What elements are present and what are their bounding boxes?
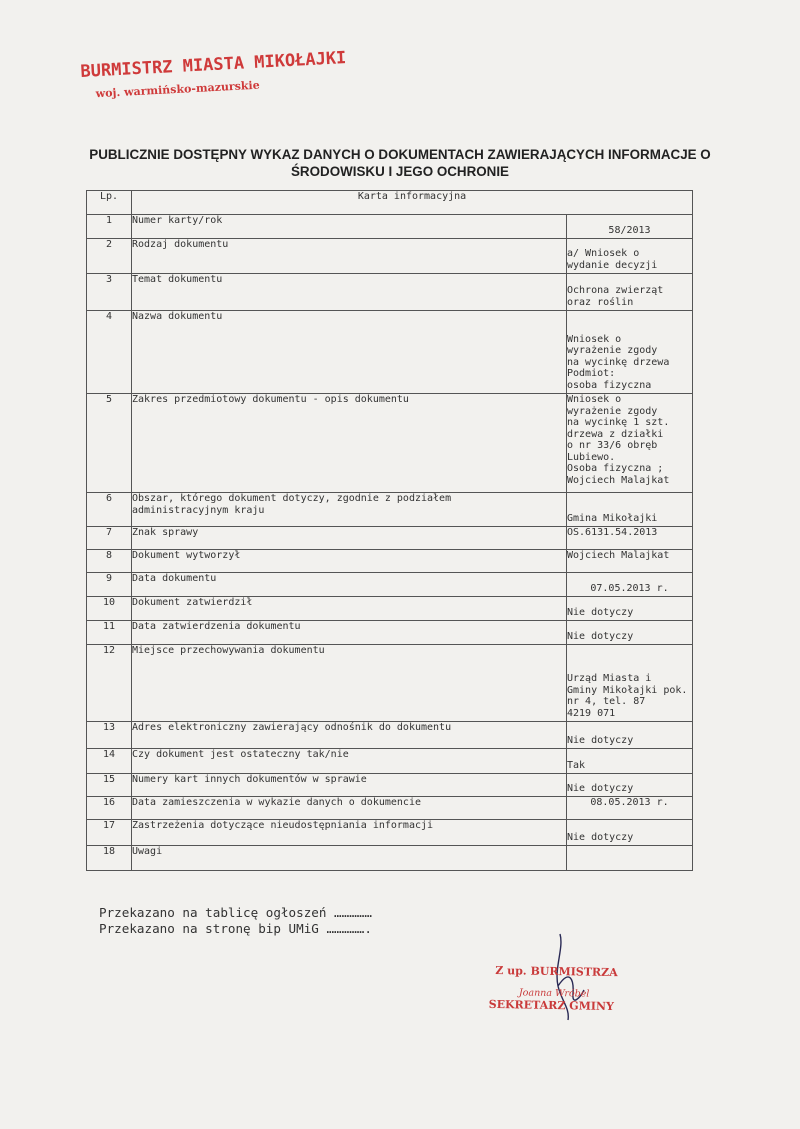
stamp-voivodeship: woj. warmińsko-mazurskie <box>95 78 260 101</box>
heading-line-2: ŚRODOWISKU I JEGO OCHRONIE <box>291 164 509 179</box>
row-number: 15 <box>87 774 132 797</box>
row-label: Data zamieszczenia w wykazie danych o dokumencie <box>132 797 567 820</box>
table-row <box>87 621 693 645</box>
row-label: Miejsce przechowywania dokumentu <box>132 645 567 722</box>
row-number: 7 <box>87 527 132 550</box>
document-heading <box>70 146 730 180</box>
table-row <box>87 820 693 846</box>
footer-notice-board: Przekazano na tablicę ogłoszeń …………… <box>99 905 372 920</box>
table-row <box>87 797 693 820</box>
table-row <box>87 527 693 550</box>
table-row <box>87 311 693 394</box>
row-label: Adres elektroniczny zawierający odnośnik do dokumentu <box>132 722 567 749</box>
row-label: Dokument wytworzył <box>132 550 567 573</box>
row-value: Nie dotyczy <box>567 722 693 749</box>
table-row <box>87 215 693 239</box>
row-value: a/ Wniosek o wydanie decyzji <box>567 239 693 274</box>
row-label: Obszar, którego dokument dotyczy, zgodnie z podziałem administracyjnym kraju <box>132 493 567 527</box>
row-value: Wojciech Malajkat <box>567 550 693 573</box>
row-number: 17 <box>87 820 132 846</box>
row-number: 3 <box>87 274 132 311</box>
table-row <box>87 394 693 493</box>
row-number: 18 <box>87 846 132 871</box>
row-label: Numery kart innych dokumentów w sprawie <box>132 774 567 797</box>
row-label: Numer karty/rok <box>132 215 567 239</box>
row-label: Zastrzeżenia dotyczące nieudostępniania informacji <box>132 820 567 846</box>
row-label: Zakres przedmiotowy dokumentu - opis dokumentu <box>132 394 567 493</box>
row-label: Nazwa dokumentu <box>132 311 567 394</box>
table-header-row <box>87 191 693 215</box>
footer-bip-page: Przekazano na stronę bip UMiG ……………. <box>99 921 372 936</box>
stamp-mayor-title: BURMISTRZ MIASTA MIKOŁAJKI <box>80 48 347 82</box>
row-number: 6 <box>87 493 132 527</box>
table-row <box>87 846 693 871</box>
row-number: 4 <box>87 311 132 394</box>
table-row <box>87 597 693 621</box>
table-row <box>87 550 693 573</box>
row-value: Nie dotyczy <box>567 774 693 797</box>
table-row <box>87 749 693 774</box>
row-value: Ochrona zwierząt oraz roślin <box>567 274 693 311</box>
official-stamp-top <box>80 48 348 101</box>
row-label: Data zatwierdzenia dokumentu <box>132 621 567 645</box>
row-label: Uwagi <box>132 846 567 871</box>
information-card-table <box>86 190 693 871</box>
official-stamp-bottom <box>489 964 618 1013</box>
row-number: 12 <box>87 645 132 722</box>
row-number: 2 <box>87 239 132 274</box>
row-value: Nie dotyczy <box>567 621 693 645</box>
row-number: 10 <box>87 597 132 621</box>
row-value: Gmina Mikołajki <box>567 493 693 527</box>
stamp-on-behalf: Z up. BURMISTRZA <box>495 963 618 980</box>
row-label: Czy dokument jest ostateczny tak/nie <box>132 749 567 774</box>
row-label: Dokument zatwierdził <box>132 597 567 621</box>
row-label: Temat dokumentu <box>132 274 567 311</box>
table-row <box>87 239 693 274</box>
table-row <box>87 274 693 311</box>
row-value: Urząd Miasta i Gminy Mikołajki pok. nr 4, tel. 87 4219 071 <box>567 645 693 722</box>
row-number: 11 <box>87 621 132 645</box>
stamp-signer-role: SEKRETARZ GMINY <box>488 997 614 1014</box>
row-value: 58/2013 <box>567 215 693 239</box>
row-number: 5 <box>87 394 132 493</box>
row-number: 13 <box>87 722 132 749</box>
row-value: OŚ.6131.54.2013 <box>567 527 693 550</box>
row-label: Rodzaj dokumentu <box>132 239 567 274</box>
row-label: Data dokumentu <box>132 573 567 597</box>
row-value: Nie dotyczy <box>567 820 693 846</box>
row-value <box>567 846 693 871</box>
row-number: 8 <box>87 550 132 573</box>
row-value: Tak <box>567 749 693 774</box>
row-value: Wniosek o wyrażenie zgody na wycinkę 1 szt. drzewa z działki o nr 33/6 obręb Lubiewo. Osoba fizyczna ; Wojciech Malajkat <box>567 394 693 493</box>
header-title: Karta informacyjna <box>132 191 693 215</box>
row-value: Wniosek o wyrażenie zgody na wycinkę drzewa Podmiot: osoba fizyczna <box>567 311 693 394</box>
row-value: 08.05.2013 r. <box>567 797 693 820</box>
row-number: 9 <box>87 573 132 597</box>
row-value: 07.05.2013 r. <box>567 573 693 597</box>
table-row <box>87 722 693 749</box>
stamp-signer-name: Joanna Wróbel <box>518 987 590 1000</box>
footer-notes <box>99 905 372 937</box>
row-number: 16 <box>87 797 132 820</box>
row-value: Nie dotyczy <box>567 597 693 621</box>
header-lp: Lp. <box>87 191 132 215</box>
heading-line-1: PUBLICZNIE DOSTĘPNY WYKAZ DANYCH O DOKUMENTACH ZAWIERAJĄCYCH INFORMACJE O <box>89 147 711 162</box>
row-number: 1 <box>87 215 132 239</box>
row-label: Znak sprawy <box>132 527 567 550</box>
table-row <box>87 573 693 597</box>
table-row <box>87 645 693 722</box>
table-row <box>87 774 693 797</box>
row-number: 14 <box>87 749 132 774</box>
table-row <box>87 493 693 527</box>
